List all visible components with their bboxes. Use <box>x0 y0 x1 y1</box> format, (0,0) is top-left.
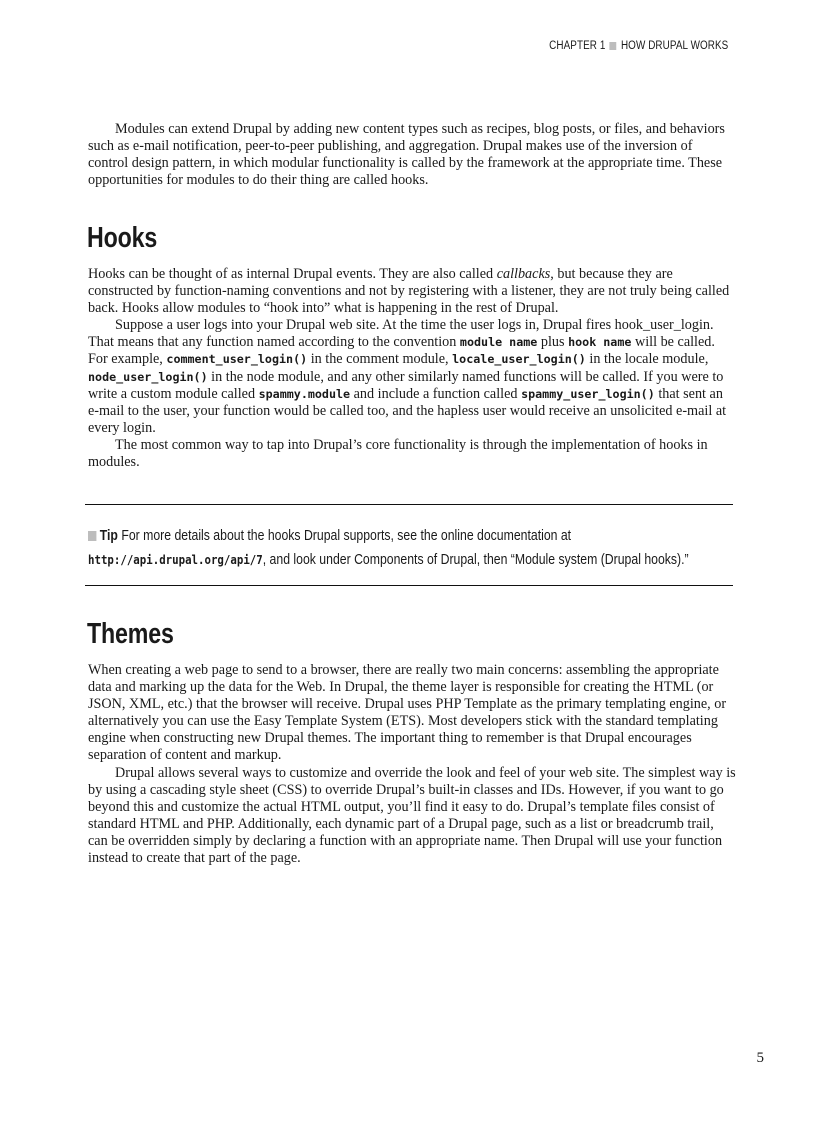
code-spammy-user-login: spammy_user_login() <box>521 386 655 401</box>
intro-paragraph: Modules can extend Drupal by adding new content types such as recipes, blog posts, or files, and behaviors such as e-mail notification, peer-to-peer publishing, and aggregation. Drupal makes use of the inversion of control design pattern, in which modular functionality is called by the framework at the appropriate time. These opportunities for modules to do their thing are called hooks. <box>88 121 725 189</box>
tip-text: For more details about the hooks Drupal supports, see the online documentation at <box>121 528 572 544</box>
chapter-number: CHAPTER 1 <box>548 40 606 52</box>
tip-text-continued: , and look under Components of Drupal, then “Module system (Drupal hooks).” <box>262 552 689 568</box>
themes-heading: Themes <box>87 618 174 650</box>
hooks-heading: Hooks <box>87 222 158 254</box>
themes-section <box>88 662 736 867</box>
code-module-name: module name <box>459 335 538 350</box>
hooks-paragraph-1: Hooks can be thought of as internal Drupal events. They are also called callbacks, but because they are constructed by function-naming conventions and not by registering with a listener, they are not truly being called back. Hooks allow modules to “hook into” what is happening in the rest of Drupal. <box>88 266 730 317</box>
hooks-paragraph-3: The most common way to tap into Drupal’s core functionality is through the implementation of hooks in modules. <box>88 436 708 471</box>
code-node-user-login: node_user_login() <box>88 369 208 384</box>
hooks-section <box>88 266 736 471</box>
intro-section <box>88 121 736 189</box>
code-locale-user-login: locale_user_login() <box>452 352 586 367</box>
chapter-title: HOW DRUPAL WORKS <box>620 40 728 52</box>
tip-box <box>88 524 726 573</box>
tip-top-rule <box>85 504 733 505</box>
callbacks-emphasis: callbacks <box>496 266 551 282</box>
themes-paragraph-2: Drupal allows several ways to customize and override the look and feel of your web site. The simplest way is by using a cascading style sheet (CSS) to override Drupal’s built-in classes and IDs. However, if you want to go beyond this and customize the actual HTML output, you’ll find it easy to do. Drupal’s template files consist of standard HTML and PHP. Additionally, each dynamic part of a Drupal page, such as a list or breadcrumb trail, can be overridden simply by declaring a function with an appropriate name. Then Drupal will use your function instead to create that part of the page. <box>88 764 736 867</box>
code-spammy-module: spammy.module <box>258 386 351 401</box>
running-header <box>549 40 728 52</box>
hooks-paragraph-2: Suppose a user logs into your Drupal web site. At the time the user logs in, Drupal fires hook_user_login. That means that any function named according to the convention module name plus hook name will be called. For example, comment_user_login() in the comment module, locale_user_login() in the locale module, node_user_login() in the node module, and any other similarly named functions will be called. If you were to write a custom module called spammy.module and include a function called spammy_user_login() that sent an e-mail to the user, your function would be called too, and the hapless user would receive an unsolicited e-mail at every login. <box>88 317 727 436</box>
tip-label: Tip <box>99 528 118 544</box>
tip-bottom-rule <box>85 585 733 586</box>
code-hook-name: hook name <box>568 335 632 350</box>
square-bullet-icon <box>609 42 616 50</box>
code-comment-user-login: comment_user_login() <box>166 352 308 367</box>
square-bullet-icon <box>88 531 96 541</box>
page-number: 5 <box>756 1050 764 1066</box>
tip-url-link[interactable]: http://api.drupal.org/api/7 <box>88 553 263 568</box>
themes-paragraph-1: When creating a web page to send to a browser, there are really two main concerns: assembling the appropriate data and marking up the data for the Web. In Drupal, the theme layer is responsible for creating the HTML (or JSON, XML, etc.) that the browser will receive. Drupal uses PHP Template as the primary templating engine, or alternatively you can use the Easy Template System (ETS). Most developers stick with the standard templating engine when constructing new Drupal themes. The important thing to remember is that Drupal encourages separation of content and markup. <box>88 662 727 764</box>
